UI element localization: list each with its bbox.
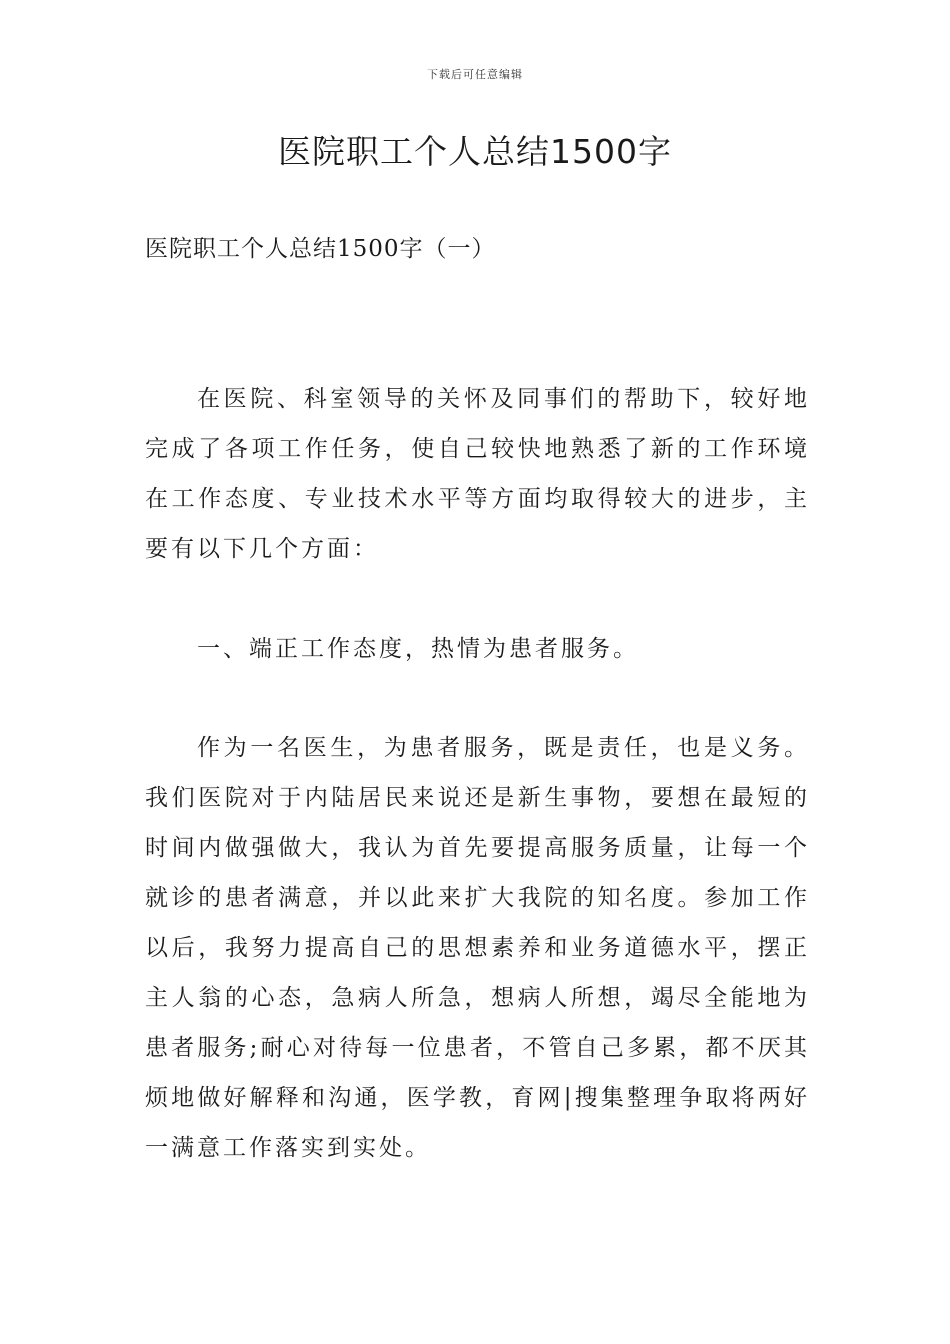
paragraph-heading-one: 一、端正工作态度，热情为患者服务。 [197, 636, 639, 662]
document-title: 医院职工个人总结1500字 [278, 132, 672, 171]
section-subtitle: 医院职工个人总结1500字（一） [145, 236, 496, 262]
header-note: 下载后可任意编辑 [427, 68, 523, 81]
paragraph-intro: 在医院、科室领导的关怀及同事们的帮助下，较好地完成了各项工作任务，使自己较快地熟悉了新的工作环境在工作态度、专业技术水平等方面均取得较大的进步，主要有以下几个方面： [145, 386, 810, 562]
paragraph-body: 作为一名医生，为患者服务，既是责任，也是义务。我们医院对于内陆居民来说还是新生事物，要想在最短的时间内做强做大，我认为首先要提高服务质量，让每一个就诊的患者满意，并以此来扩大我院的知名度。参加工作以后，我努力提高自己的思想素养和业务道德水平，摆正主人翁的心态，急病人所急，想病人所想，竭尽全能地为患者服务;耐心对待每一位患者，不管自己多累，都不厌其烦地做好解释和沟通，医学教，育网|搜集整理争取将两好一满意工作落实到实处。 [145, 735, 810, 1161]
